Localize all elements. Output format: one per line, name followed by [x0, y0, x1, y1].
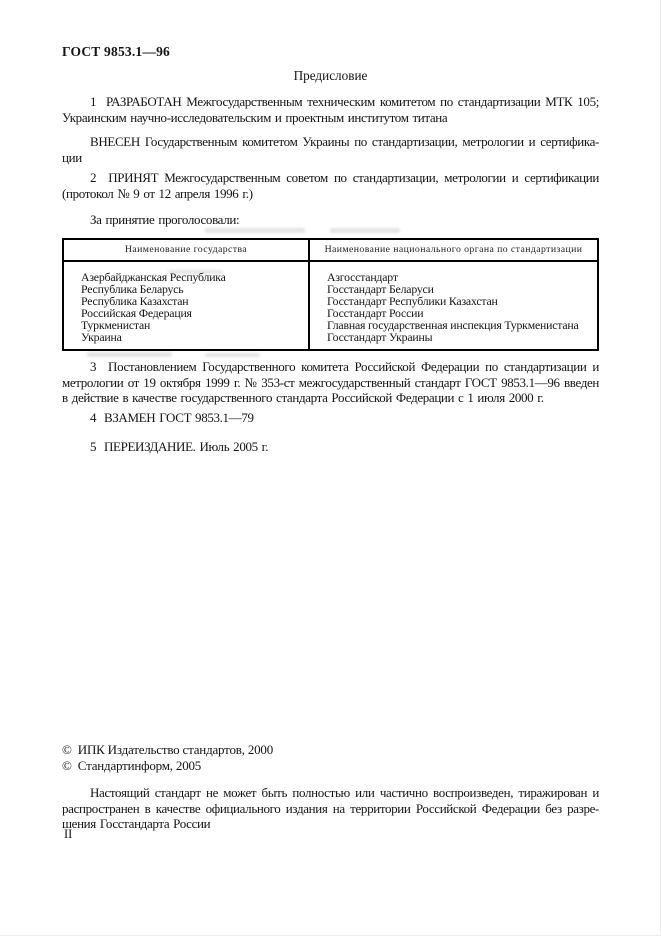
text-line: Украинским научно-исследовательским и проектным институтом титана	[62, 109, 448, 125]
cell-org: Главная государственная инспекция Туркменистана	[309, 319, 598, 331]
scan-artifact	[87, 352, 172, 357]
copyright-line: © Стандартинформ, 2005	[62, 757, 202, 773]
paragraph-vote-intro	[62, 212, 599, 228]
cell-org: Азгосстандарт	[309, 261, 598, 283]
scan-artifact	[205, 353, 260, 357]
paragraph-reissue	[62, 439, 599, 455]
page-title: Предисловие	[293, 68, 368, 83]
cell-org: Госстандарт России	[309, 307, 598, 319]
text-line: 1 РАЗРАБОТАН Межгосударственным техническим комитетом по стандартизации МТК 105;	[90, 94, 599, 109]
paragraph-adopted	[62, 170, 599, 201]
paragraph-decree	[62, 359, 599, 406]
text-line: ВНЕСЕН Государственным комитетом Украины по стандартизации, метрологии и сертифика-	[90, 134, 599, 149]
cell-state: Азербайджанская Республика	[81, 270, 226, 284]
cell-state: Туркменистан	[81, 318, 151, 332]
cell-state: Республика Беларусь	[81, 282, 184, 296]
scan-artifact	[330, 228, 400, 233]
paragraph-replaces	[62, 410, 599, 426]
text-line: Настоящий стандарт не может быть полностью или частично воспроизведен, тиражирован и	[90, 785, 599, 800]
text-line: 5 ПЕРЕИЗДАНИЕ. Июль 2005 г.	[90, 439, 269, 454]
text-line: 4 ВЗАМЕН ГОСТ 9853.1—79	[90, 410, 254, 425]
cell-state: Российская Федерация	[81, 306, 192, 320]
text-line: шения Госстандарта России	[62, 816, 211, 831]
restriction-paragraph	[62, 785, 599, 832]
paragraph-developed	[62, 94, 599, 125]
cell-org: Госстандарт Беларуси	[309, 283, 598, 295]
scan-artifact	[205, 228, 305, 233]
copyright-line: © ИПК Издательство стандартов, 2000	[62, 742, 274, 757]
doc-code: ГОСТ 9853.1—96	[62, 44, 170, 59]
text-line: 3 Постановлением Государственного комитета Российской Федерации по стандартизации и	[90, 359, 599, 374]
cell-org: Госстандарт Украины	[309, 331, 598, 350]
text-line: ции	[62, 149, 82, 165]
table-row	[63, 331, 598, 350]
column-header-org: Наименование национального органа по стандартизации	[309, 239, 598, 261]
scan-artifact	[168, 270, 223, 274]
text-line: (протокол № 9 от 12 апреля 1996 г.)	[62, 185, 253, 201]
cell-state: Республика Казахстан	[81, 294, 189, 308]
copyright-block	[62, 742, 599, 773]
vote-table	[62, 238, 599, 351]
text-line: в действие в качестве государственного стандарта Российской Федерации с 1 июля 2000 г.	[62, 390, 544, 405]
text-line: 2 ПРИНЯТ Межгосударственным советом по стандартизации, метрологии и сертификации	[90, 170, 599, 185]
cell-state: Украина	[81, 330, 122, 344]
paragraph-submitted	[62, 134, 599, 165]
text-line: распространен в качестве официального издания на территории Российской Федерации без разре-	[62, 800, 599, 816]
page-number: II	[64, 827, 73, 841]
table-row	[63, 261, 598, 283]
column-header-state: Наименование государства	[63, 239, 309, 261]
cell-org: Госстандарт Республики Казахстан	[309, 295, 598, 307]
table-header-row	[63, 239, 598, 261]
text-line: метрологии от 19 октября 1999 г. № 353-ст межгосударственный стандарт ГОСТ 9853.1—96 введен	[62, 374, 599, 390]
text-line: За принятие проголосовали:	[90, 212, 240, 227]
